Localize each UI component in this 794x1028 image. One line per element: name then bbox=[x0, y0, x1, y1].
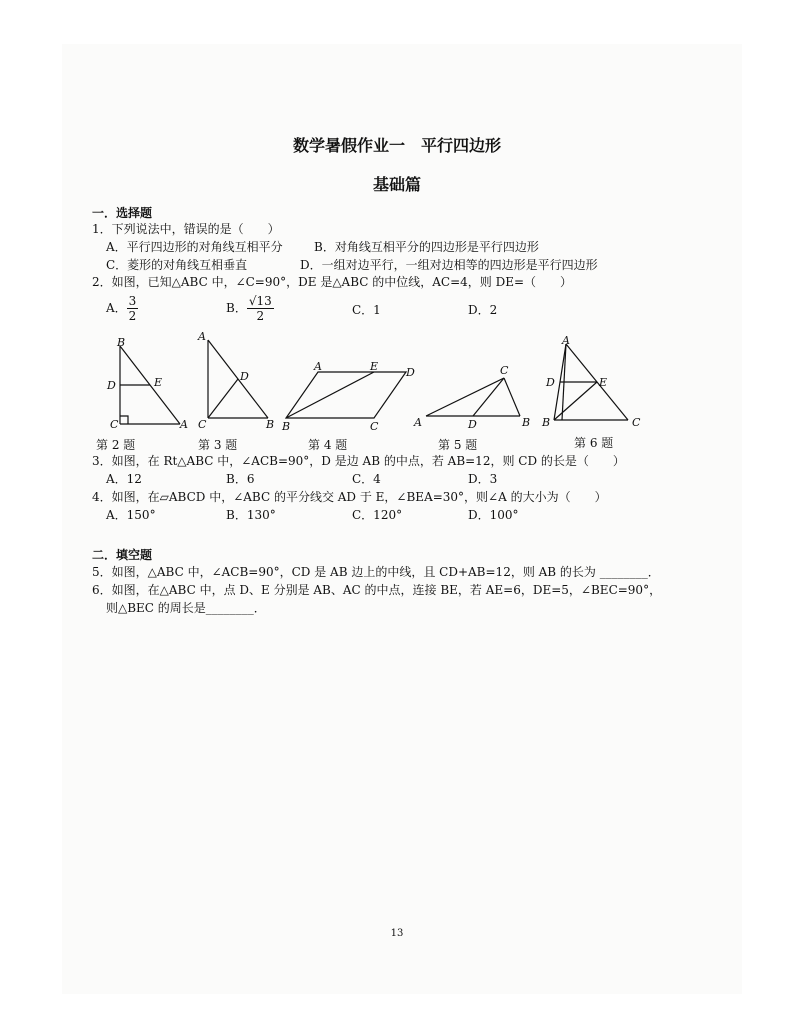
q3-stem: 3．如图，在 Rt△ABC 中，∠ACB=90°，D 是边 AB 的中点，若 AB=12，则 CD 的长是（ ） bbox=[92, 454, 625, 468]
q2-option-b-label: B． bbox=[226, 301, 247, 315]
q2-label-d: D bbox=[107, 379, 116, 392]
q2-option-a bbox=[106, 294, 138, 323]
q4-label-b: B bbox=[282, 420, 291, 433]
section-fill-heading: 二．填空题 bbox=[92, 548, 153, 562]
q2-option-b-fraction bbox=[247, 294, 274, 323]
q6-label-b: B bbox=[542, 416, 551, 429]
q5-side-cb bbox=[504, 378, 520, 416]
worksheet-subtitle: 基础篇 bbox=[372, 175, 421, 194]
q6-label-d: D bbox=[546, 376, 555, 389]
q3-label-d: D bbox=[240, 370, 249, 383]
q4-label-c: C bbox=[370, 420, 379, 433]
q2-label-e: E bbox=[154, 376, 163, 389]
q2-option-a-numerator: 3 bbox=[128, 294, 137, 308]
q1-option-b: B．对角线互相平分的四边形是平行四边形 bbox=[314, 240, 539, 254]
q6-label-c: C bbox=[632, 416, 641, 429]
q3-label-b: B bbox=[266, 418, 275, 431]
q2-option-c: C．1 bbox=[352, 303, 381, 317]
figure-q5-triangle bbox=[412, 364, 542, 434]
q4-option-d: D．100° bbox=[468, 508, 519, 522]
q6-segment-be bbox=[554, 382, 597, 420]
q1-option-c: C．菱形的对角线互相垂直 bbox=[106, 258, 248, 272]
page-number: 13 bbox=[390, 928, 404, 939]
q3-option-d: D．3 bbox=[468, 472, 498, 486]
q3-option-a: A．12 bbox=[106, 472, 142, 486]
q4-option-b: B．130° bbox=[226, 508, 276, 522]
q3-label-c: C bbox=[198, 418, 207, 431]
q6-label-e: E bbox=[599, 376, 608, 389]
q5-label-b: B bbox=[522, 416, 531, 429]
figure-q2-caption: 第 2 题 bbox=[96, 438, 136, 452]
q2-option-a-fraction bbox=[127, 294, 139, 323]
q5-stem: 5．如图，△ABC 中，∠ACB=90°，CD 是 AB 边上的中线，且 CD+AB=12，则 AB 的长为 ________． bbox=[92, 565, 660, 579]
q6-stem-line1: 6．如图，在△ABC 中，点 D、E 分别是 AB、AC 的中点，连接 BE，若 AE=6，DE=5，∠BEC=90°， bbox=[92, 583, 662, 597]
figure-q4-caption: 第 4 题 bbox=[308, 438, 348, 452]
q3-option-b: B．6 bbox=[226, 472, 255, 486]
q3-option-c: C．4 bbox=[352, 472, 381, 486]
q4-bisector-be bbox=[286, 372, 374, 418]
q2-option-b-denominator: 2 bbox=[256, 309, 265, 323]
q5-median-cd bbox=[473, 378, 504, 416]
q1-option-d: D．一组对边平行，一组对边相等的四边形是平行四边形 bbox=[300, 258, 598, 272]
figure-q2-right-triangle bbox=[100, 336, 190, 436]
q4-option-c: C．120° bbox=[352, 508, 403, 522]
q4-stem: 4．如图，在▱ABCD 中，∠ABC 的平分线交 AD 于 E，∠BEA=30°，则∠A 的大小为（ ） bbox=[92, 490, 607, 504]
q2-label-c: C bbox=[110, 418, 119, 431]
q5-label-c: C bbox=[500, 364, 509, 377]
q4-parallelogram-abcd bbox=[286, 372, 406, 418]
figure-q5-caption: 第 5 题 bbox=[438, 438, 478, 452]
q5-label-a: A bbox=[414, 416, 422, 429]
q6-stem-line2: 则△BEC 的周长是________． bbox=[106, 601, 266, 615]
q4-label-a: A bbox=[314, 360, 322, 373]
section-choice-heading: 一．选择题 bbox=[92, 206, 153, 220]
q1-option-a: A．平行四边形的对角线互相平分 bbox=[106, 240, 283, 254]
q4-option-a: A．150° bbox=[106, 508, 156, 522]
q3-median-cd bbox=[208, 379, 238, 418]
figure-q3-caption: 第 3 题 bbox=[198, 438, 238, 452]
q5-side-ac bbox=[426, 378, 504, 416]
q4-label-e: E bbox=[370, 360, 379, 373]
q6-label-a: A bbox=[562, 334, 570, 347]
figure-q4-parallelogram bbox=[282, 358, 415, 436]
figure-q6-triangle bbox=[540, 334, 650, 434]
q2-label-b: B bbox=[117, 336, 126, 349]
q2-right-angle-mark bbox=[120, 416, 128, 424]
q4-label-d: D bbox=[406, 366, 415, 379]
q2-option-b bbox=[226, 294, 274, 323]
figure-q6-caption: 第 6 题 bbox=[574, 436, 614, 450]
figure-q3-right-triangle bbox=[196, 330, 286, 436]
q2-stem: 2．如图，已知△ABC 中，∠C=90°，DE 是△ABC 的中位线，AC=4，则 DE=（ ） bbox=[92, 275, 573, 289]
q2-option-a-label: A． bbox=[106, 301, 127, 315]
q2-option-d: D．2 bbox=[468, 303, 498, 317]
worksheet-title: 数学暑假作业一 平行四边形 bbox=[292, 136, 501, 155]
q5-label-d: D bbox=[468, 418, 477, 431]
q3-label-a: A bbox=[198, 330, 206, 343]
q2-label-a: A bbox=[180, 418, 188, 431]
q2-option-b-numerator: √13 bbox=[248, 294, 272, 308]
q2-option-a-denominator: 2 bbox=[128, 309, 137, 323]
q1-stem: 1．下列说法中，错误的是（ ） bbox=[92, 222, 280, 236]
